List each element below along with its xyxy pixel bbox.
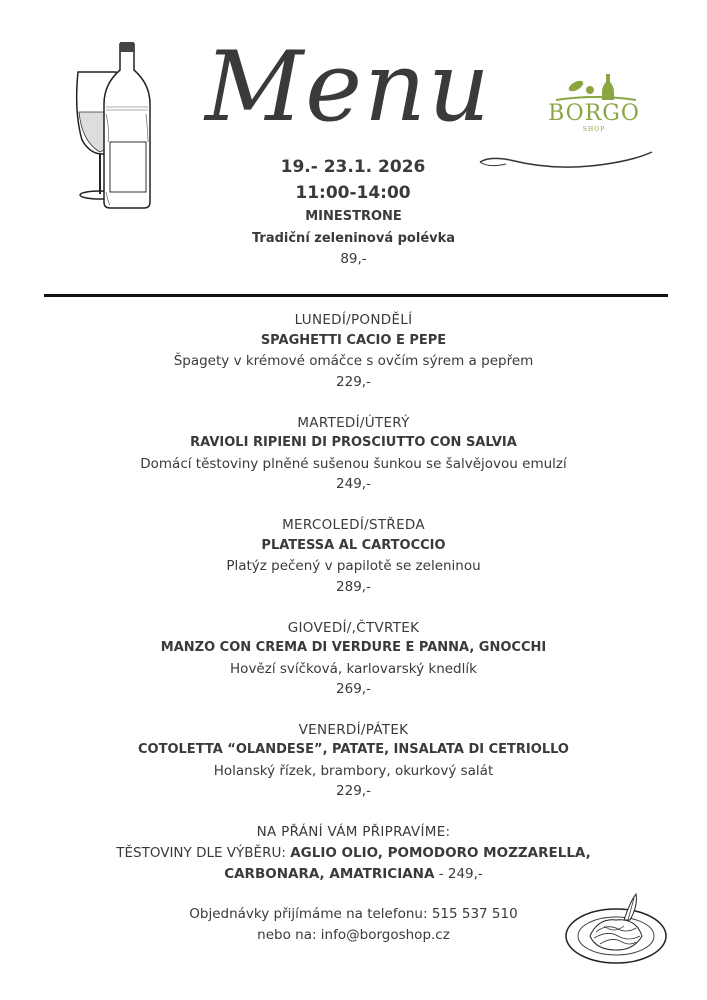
divider bbox=[44, 294, 668, 297]
dish-description: Platýz pečený v papilotě se zeleninou bbox=[226, 558, 481, 574]
day-label: MERCOLEDÍ/STŘEDA bbox=[282, 517, 425, 533]
soup-description: Tradiční zeleninová polévka bbox=[251, 231, 456, 246]
day-label: VENERDÍ/PÁTEK bbox=[298, 722, 409, 738]
dish-description: Holanský řízek, brambory, okurkový salát bbox=[213, 763, 494, 779]
pasta-plate-icon bbox=[564, 890, 668, 966]
soup-name: MINESTRONE bbox=[305, 209, 402, 224]
dish-description: Špagety v krémové omáčce s ovčím sýrem a pepřem bbox=[173, 353, 534, 369]
dish-name: COTOLETTA “OLANDESE”, PATATE, INSALATA DI CETRIOLLO bbox=[138, 742, 569, 757]
pasta-options-1: AGLIO OLIO, POMODORO MOZZARELLA, bbox=[290, 845, 591, 861]
pasta-label: TĚSTOVINY DLE VÝBĚRU: bbox=[116, 845, 291, 861]
dish-price: 229,- bbox=[336, 374, 371, 390]
soup-price: 89,- bbox=[340, 251, 367, 267]
menu-time: 11:00-14:00 bbox=[295, 183, 411, 203]
contact-email: nebo na: info@borgoshop.cz bbox=[257, 927, 450, 943]
dish-name: RAVIOLI RIPIENI DI PROSCIUTTO CON SALVIA bbox=[190, 435, 517, 450]
day-label: GIOVEDÍ/,ČTVRTEK bbox=[287, 620, 420, 636]
wine-bottle-glass-icon bbox=[70, 42, 160, 212]
dish-price: 289,- bbox=[336, 579, 371, 595]
dish-description: Domácí těstoviny plněné sušenou šunkou se šalvějovou emulzí bbox=[140, 456, 567, 472]
dish-name: MANZO CON CREMA DI VERDURE E PANNA, GNOCCHI bbox=[160, 640, 547, 655]
borgo-logo-icon bbox=[556, 72, 636, 104]
dish-description: Hovězí svíčková, karlovarský knedlík bbox=[230, 661, 477, 677]
decorative-swash bbox=[470, 148, 660, 178]
dish-price: 269,- bbox=[336, 681, 371, 697]
dish-name: PLATESSA AL CARTOCCIO bbox=[261, 538, 446, 553]
day-label: MARTEDÍ/ÚTERÝ bbox=[297, 415, 410, 431]
logo-name: BORGO bbox=[548, 101, 640, 126]
pasta-line-2 bbox=[0, 866, 707, 882]
dish-price: 249,- bbox=[336, 476, 371, 492]
menu-date: 19.- 23.1. 2026 bbox=[280, 157, 426, 177]
pasta-options-2: CARBONARA, AMATRICIANA bbox=[224, 866, 435, 882]
contact-phone: Objednávky přijímáme na telefonu: 515 537 510 bbox=[189, 906, 518, 922]
logo-sub: SHOP bbox=[582, 126, 606, 133]
dish-name: SPAGHETTI CACIO E PEPE bbox=[260, 333, 447, 348]
page-title: Menu bbox=[205, 31, 492, 143]
day-label: LUNEDÍ/PONDĚLÍ bbox=[294, 312, 413, 328]
pasta-line-1 bbox=[0, 845, 707, 861]
pasta-price: - 249,- bbox=[434, 866, 483, 882]
pasta-heading: NA PŘÁNÍ VÁM PŘIPRAVÍME: bbox=[256, 824, 451, 840]
dish-price: 229,- bbox=[336, 783, 371, 799]
